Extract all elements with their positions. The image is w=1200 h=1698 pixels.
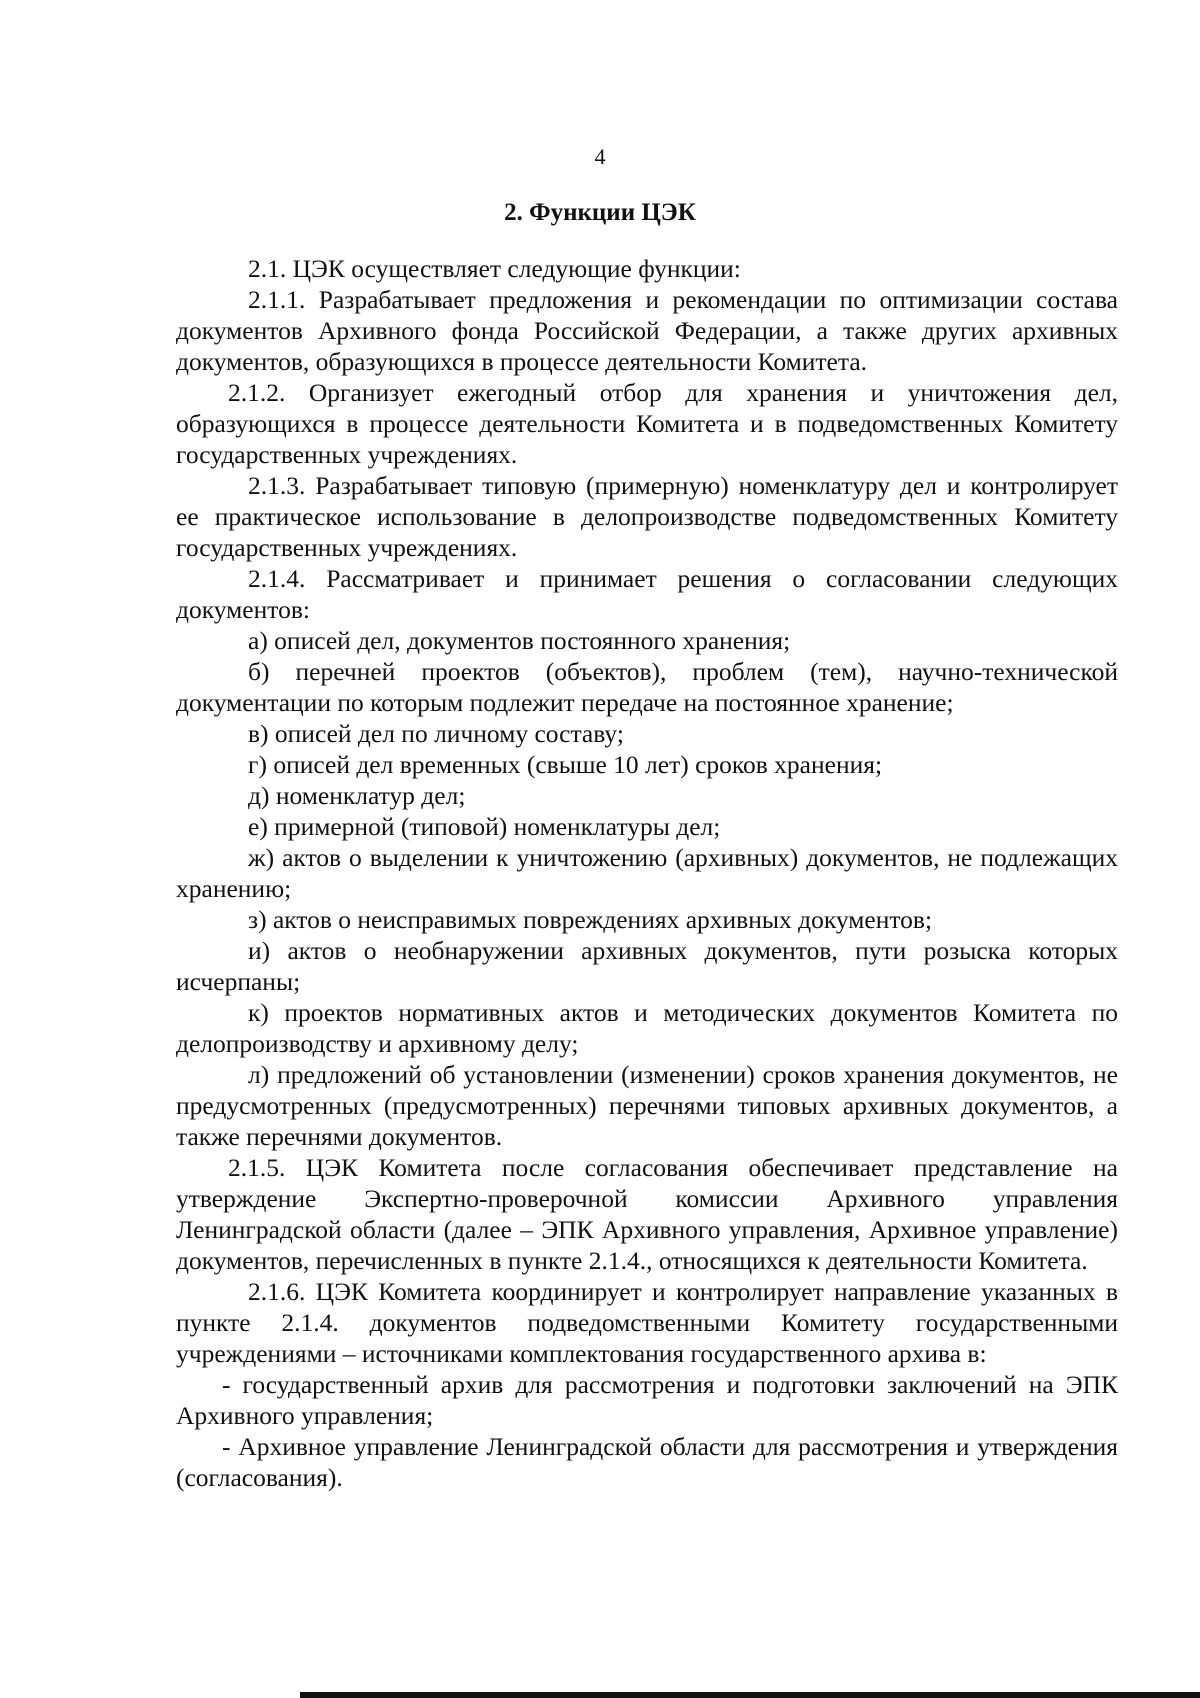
list-item: з) актов о неисправимых повреждениях архивных документов; [248, 905, 933, 934]
list-item: а) описей дел, документов постоянного хранения; [248, 626, 791, 655]
section-heading: 2. Функции ЦЭК [504, 199, 696, 226]
paragraph: 2.1. ЦЭК осуществляет следующие функции: [248, 254, 741, 283]
bullet-item: - Архивное управление Ленинградской области для рассмотрения и утверждения (согласования). [176, 1432, 1118, 1492]
list-item: г) описей дел временных (свыше 10 лет) сроков хранения; [248, 750, 883, 779]
list-item: л) предложений об установлении (изменении) сроков хранения документов, не предусмотренных (предусмотренных) перечнями типовых архивных документов, а также перечнями документов. [176, 1060, 1118, 1151]
paragraph: 2.1.4. Рассматривает и принимает решения о согласовании следующих документов: [176, 564, 1118, 624]
list-item: в) описей дел по личному составу; [248, 719, 624, 748]
list-item: б) перечней проектов (объектов), проблем (тем), научно-технической документации по которым подлежит передаче на постоянное хранение; [176, 657, 1118, 717]
list-item: к) проектов нормативных актов и методических документов Комитета по делопроизводству и архивному делу; [176, 998, 1118, 1058]
paragraph: 2.1.2. Организует ежегодный отбор для хранения и уничтожения дел, образующихся в процессе деятельности Комитета и в подведомственных Комитету государственных учреждениях. [176, 378, 1118, 469]
paragraph: 2.1.5. ЦЭК Комитета после согласования обеспечивает представление на утверждение Экспертно-проверочной комиссии Архивного управления Ленинградской области (далее – ЭПК Архивного управления, Архивное управление) документов, перечисленных в пункте 2.1.4., относящихся к деятельности Комитета. [176, 1153, 1118, 1275]
scan-edge-line [300, 1692, 1200, 1698]
paragraph: 2.1.1. Разрабатывает предложения и рекомендации по оптимизации состава документов Архивного фонда Российской Федерации, а также других архивных документов, образующихся в процессе деятельности Комитета. [176, 285, 1118, 376]
list-item: д) номенклатур дел; [248, 781, 466, 810]
page-number: 4 [594, 144, 606, 169]
list-item: е) примерной (типовой) номенклатуры дел; [248, 812, 721, 841]
list-item: и) актов о необнаружении архивных документов, пути розыска которых исчерпаны; [176, 936, 1118, 996]
bullet-item: - государственный архив для рассмотрения и подготовки заключений на ЭПК Архивного управления; [176, 1370, 1118, 1430]
document-body [176, 253, 1118, 1493]
paragraph: 2.1.6. ЦЭК Комитета координирует и контролирует направление указанных в пункте 2.1.4. документов подведомственными Комитету государственными учреждениями – источниками комплектования государственного архива в: [176, 1277, 1118, 1368]
list-item: ж) актов о выделении к уничтожению (архивных) документов, не подлежащих хранению; [176, 843, 1118, 903]
paragraph: 2.1.3. Разрабатывает типовую (примерную) номенклатуру дел и контролирует ее практическое использование в делопроизводстве подведомственных Комитету государственных учреждениях. [176, 471, 1118, 562]
